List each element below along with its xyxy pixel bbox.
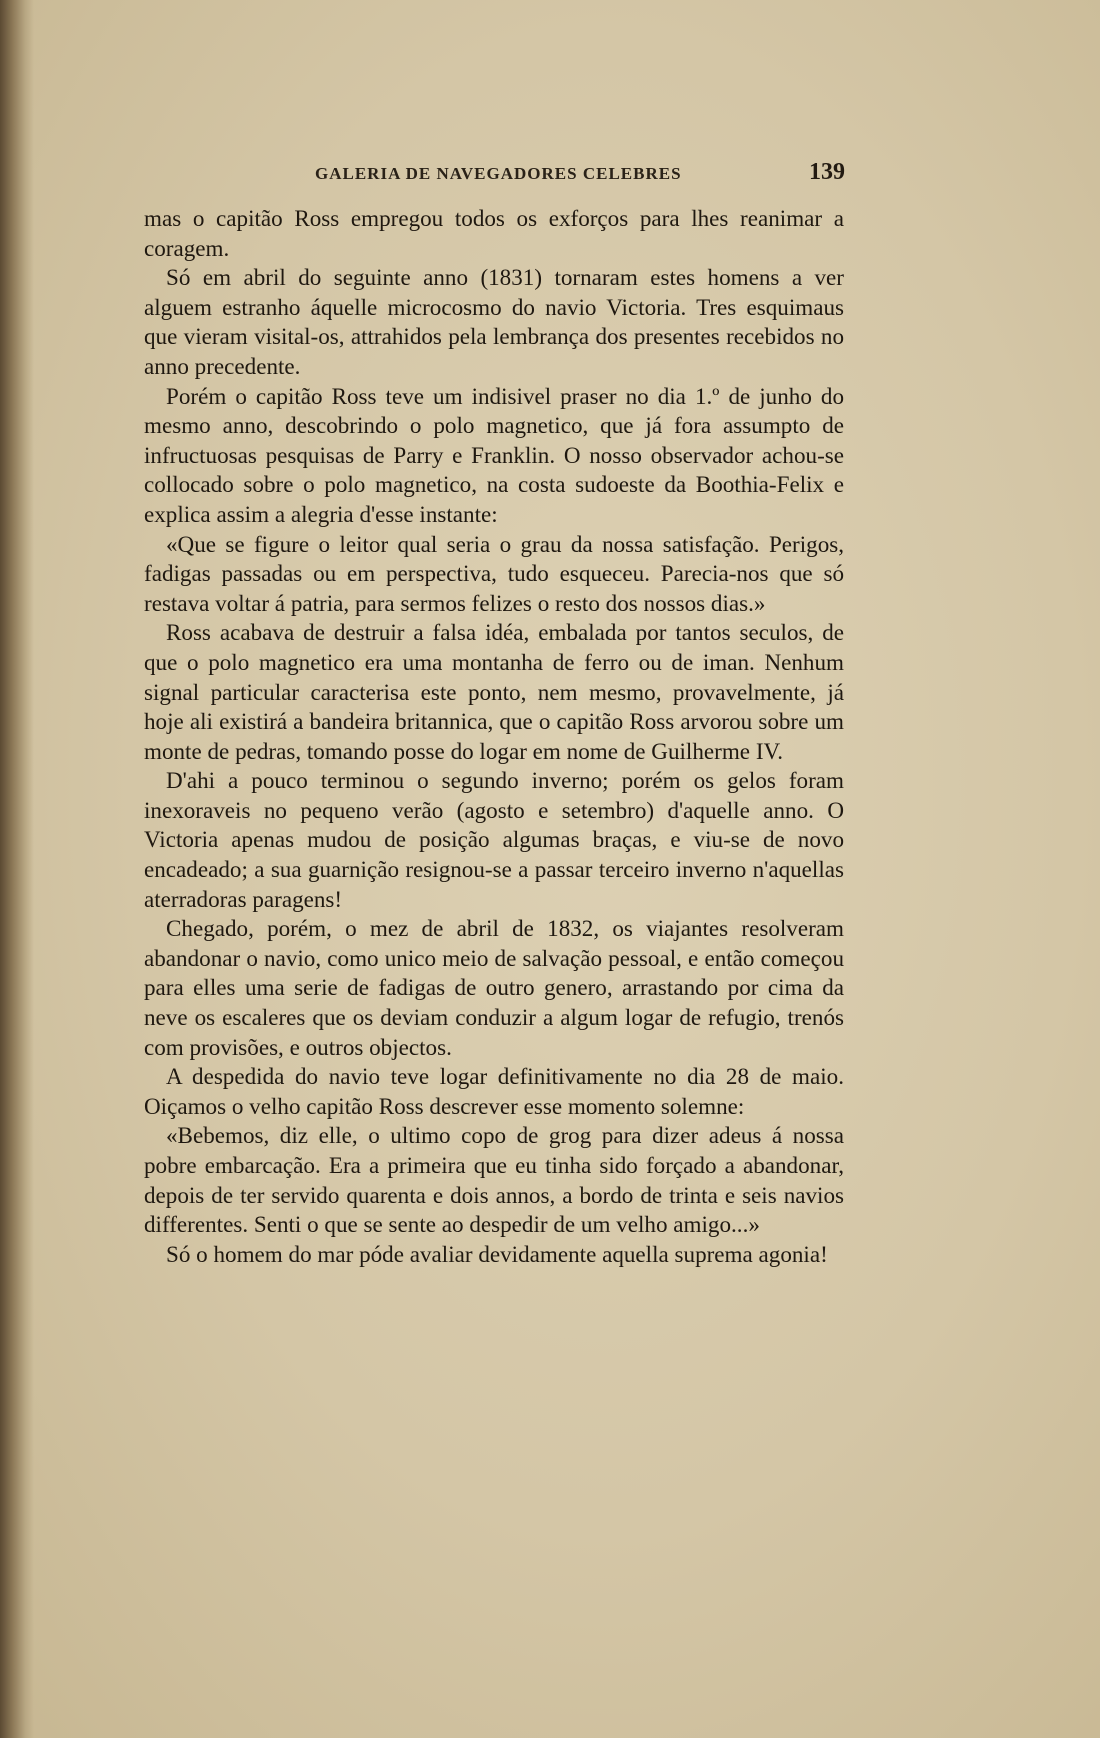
paragraph: Chegado, porém, o mez de abril de 1832, os viajantes resolveram abandonar o navio, como unico meio de salvação pessoal, e então começou para elles uma serie de fadigas de outro genero, arrastando por cima da neve os escaleres que os deviam conduzir a algum logar de refugio, trenós com provisões, e outros objectos. (144, 915, 844, 1060)
paragraph: mas o capitão Ross empregou todos os exforços para lhes reanimar a coragem. (144, 205, 844, 261)
page-header (145, 159, 845, 192)
paragraph: Ross acabava de destruir a falsa idéa, embalada por tantos seculos, de que o polo magnetico era uma montanha de ferro ou de iman. Nenhum signal particular caracterisa este ponto, nem mesmo, provavelmente, já hoje ali existirá a bandeira britannica, que o capitão Ross arvorou sobre um monte de pedras, tomando posse do logar em nome de Guilherme IV. (144, 619, 844, 764)
paragraph: Só em abril do seguinte anno (1831) tornaram estes homens a ver alguem estranho áquelle microcosmo do navio Victoria. Tres esquimaus que vieram visital-os, attrahidos pela lembrança dos presentes recebidos no anno precedente. (144, 264, 844, 379)
paragraph: Porém o capitão Ross teve um indisivel praser no dia 1.º de junho do mesmo anno, descobrindo o polo magnetico, que já fora assumpto de infructuosas pesquisas de Parry e Franklin. O nosso observador achou-se collocado sobre o polo magnetico, na costa sudoeste da Boothia-Felix e explica assim a alegria d'esse instante: (144, 382, 844, 527)
running-title: GALERIA DE NAVEGADORES CELEBRES (315, 164, 682, 183)
quote-paragraph: «Bebemos, diz elle, o ultimo copo de grog para dizer adeus á nossa pobre embarcação. Era a primeira que eu tinha sido forçado a abandonar, depois de ter servido quarenta e dois annos, a bordo de trinta e seis navios differentes. Senti o que se sente ao despedir de um velho amigo...» (144, 1122, 844, 1238)
book-spine-shadow (0, 0, 34, 1738)
paragraph: D'ahi a pouco terminou o segundo inverno; porém os gelos foram inexoraveis no pequeno verão (agosto e setembro) d'aquelle anno. O Victoria apenas mudou de posição algumas braças, e viu-se de novo encadeado; a sua guarnição resignou-se a passar terceiro inverno n'aquellas aterradoras paragens! (144, 767, 844, 912)
paragraph: A despedida do navio teve logar definitivamente no dia 28 de maio. Oiçamos o velho capitão Ross descrever esse momento solemne: (144, 1063, 844, 1119)
page-number: 139 (809, 159, 845, 185)
body-text (144, 204, 844, 1269)
paragraph: Só o homem do mar póde avaliar devidamente aquella suprema agonia! (166, 1240, 828, 1267)
quote-paragraph: «Que se figure o leitor qual seria o grau da nossa satisfação. Perigos, fadigas passadas ou em perspectiva, tudo esqueceu. Parecia-nos que só restava voltar á patria, para sermos felizes o resto dos nossos dias.» (144, 530, 844, 616)
